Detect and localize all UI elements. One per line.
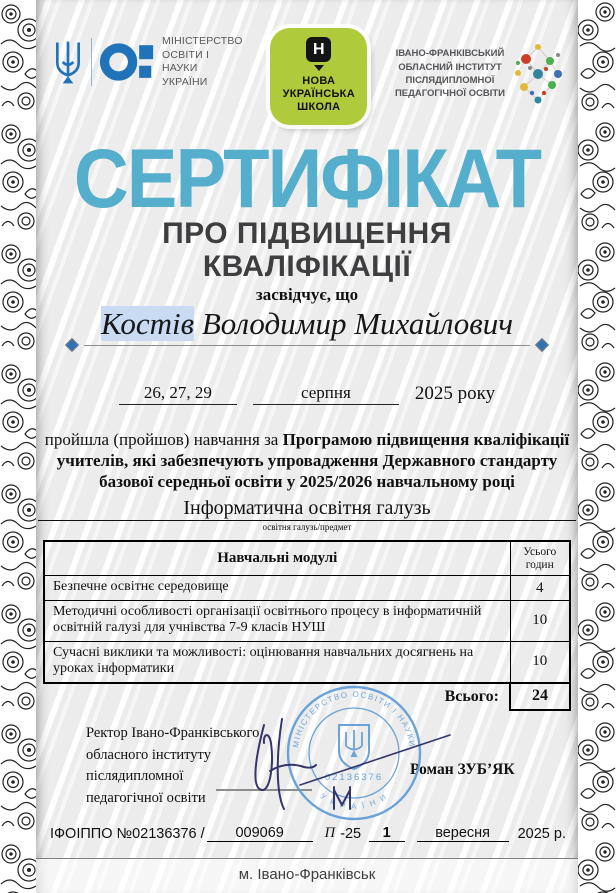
name-underline [84,345,530,346]
institute-block [395,41,566,107]
nus-logo [270,28,367,125]
doodle-border-right [578,0,616,893]
date-month: серпня [253,383,399,405]
issue-month: вересня [417,825,509,842]
signature-line [216,789,312,791]
institute-dots-icon [510,41,566,107]
registration-row [36,825,578,842]
program-paragraph [40,429,574,492]
table-header-row [44,541,570,576]
header [36,0,578,126]
svg-text:У К Р А Ї Н И [319,792,390,811]
nus-triangle-icon [314,65,324,71]
total-row [43,684,571,711]
stamp-ring-text-top: МІНІСТЕРСТВО ОСВІТИ І НАУКИ [291,689,417,749]
certificate-subtitle: ПРО ПІДВИЩЕННЯ КВАЛІФІКАЦІЇ [162,217,452,284]
issue-day: 1 [369,825,405,842]
total-hours: 24 [509,684,571,711]
institute-name: ІВАНО-ФРАНКІВСЬКИЙ ОБЛАСНИЙ ІНСТИТУТ ПІСЛЯДИПЛОМНОЇ ПЕДАГОГІЧНОЇ ОСВІТИ [394,48,505,100]
total-label: Всього: [444,687,499,705]
program-title: Програмою підвищення кваліфікації учителів, які забезпечують упровадження Державного стандарту базової середньої освіти у 2025/2026 навчальному році [56,430,570,492]
stamp-ring-text-bottom: У К Р А Ї Н И [318,791,390,811]
modules-header: Навчальні модулі [44,541,510,576]
header-divider [91,38,92,86]
nus-pencil-icon: Н [306,37,331,62]
ministry-block [52,35,243,90]
education-field-caption: освітня галузь/предмет [262,522,352,533]
stamp-number: 02136376 [324,771,384,783]
table-row: Безпечне освітнє середовище 4 [44,576,570,601]
certificate-body [36,0,578,893]
registration-suffix: -25 [340,825,362,842]
registration-series: П [324,824,336,841]
recipient-name-block [62,306,552,346]
registration-prefix: ІФОІППО №02136376 / [50,825,205,842]
modules-table [43,540,571,684]
footer-city: м. Івано-Франківськ [36,858,578,893]
table-row: Методичні особливості організації освітнього процесу в інформатичній освітній галузі для учнівства 7-9 класів НУШ 10 [44,600,570,641]
issue-year: 2025 р. [517,825,566,842]
registration-number: 009069 [207,825,313,842]
training-dates [36,383,578,405]
table-row: Сучасні виклики та можливості: оцінювання навчальних досягнень на уроках інформатики 10 [44,641,570,683]
recipient-name [62,306,552,342]
ministry-name: МІНІСТЕРСТВО ОСВІТИ І НАУКИ УКРАЇНИ [162,35,243,88]
signer-role: Ректор Івано-Франківського обласного інституту післядипломної педагогічної освіти [86,724,260,807]
trident-icon [52,37,84,87]
signer-name: Роман ЗУБ’ЯК [410,760,515,778]
education-field: Інформатична освітня галузь [38,497,576,521]
date-year: 2025 року [414,383,496,405]
certifies-text: засвідчує, що [255,285,359,305]
name-rest: Володимир Михайлович [194,306,514,342]
date-days: 26, 27, 29 [119,383,237,405]
nus-label: НОВА УКРАЇНСЬКА ШКОЛА [282,75,355,114]
highlighted-surname: Костів [100,306,195,342]
doodle-border-left [0,0,36,893]
mon-logo-icon [99,36,155,88]
certificate-title: СЕРТИФІКАТ [73,132,541,226]
program-intro: пройшла (пройшов) навчання за [44,430,283,450]
hours-header: Усього годин [510,541,570,576]
